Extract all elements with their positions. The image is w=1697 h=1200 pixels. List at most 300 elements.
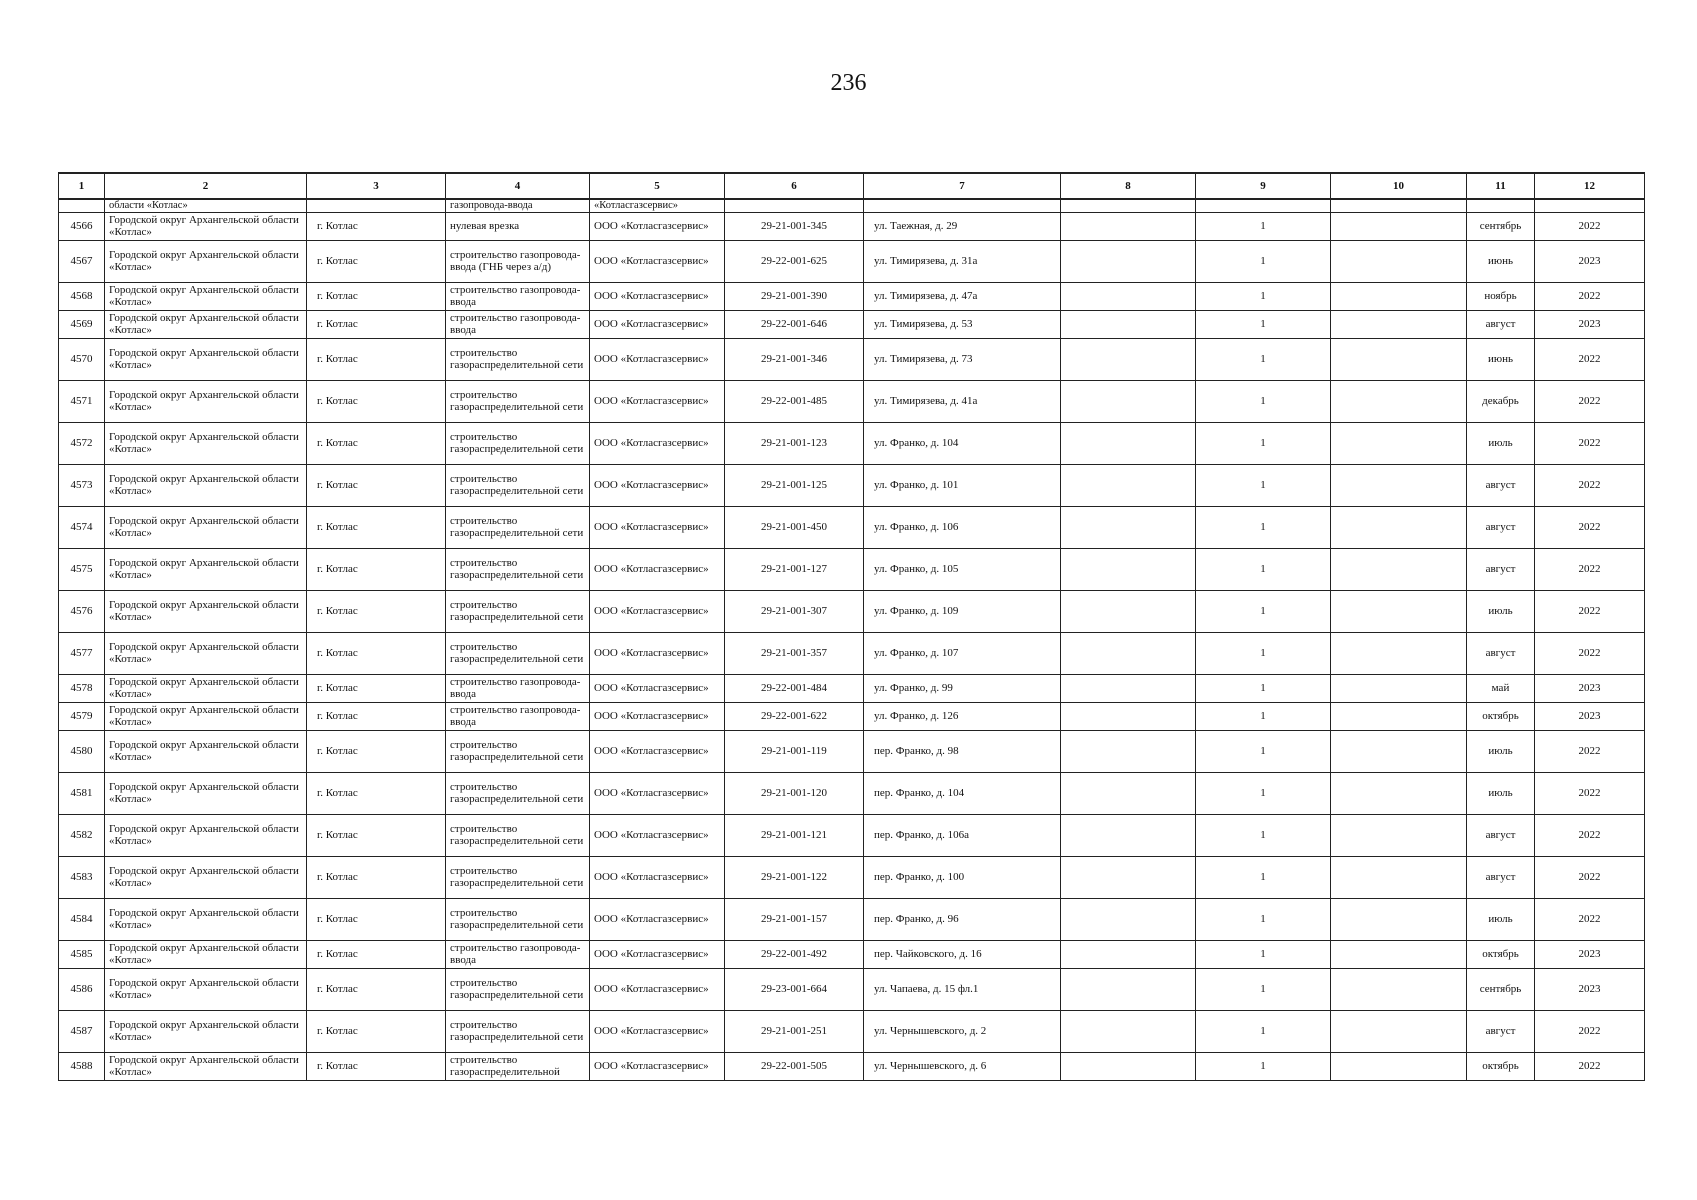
- table-cell: [59, 674, 105, 702]
- table-cell: [1061, 814, 1196, 856]
- table-cell: [1061, 212, 1196, 240]
- table-cell: [590, 506, 725, 548]
- table-cell: [59, 212, 105, 240]
- cell-text: г. Котлас: [317, 1060, 358, 1072]
- cell-text: сентябрь: [1479, 983, 1522, 995]
- column-header: 9: [1196, 173, 1331, 199]
- table-cell: [1061, 380, 1196, 422]
- cell-text: Городской округ Архангельской области «Котлас»: [109, 641, 299, 665]
- table-cell: [1061, 282, 1196, 310]
- table-cell: [864, 1010, 1061, 1052]
- cell-text: нулевая врезка: [450, 220, 520, 232]
- table-cell: [1535, 898, 1645, 940]
- table-cell: [59, 310, 105, 338]
- cell-text: 29-21-001-345: [761, 220, 827, 232]
- table-cell: [446, 814, 590, 856]
- table-row: [59, 548, 1645, 590]
- cell-text: г. Котлас: [317, 829, 358, 841]
- table-cell: [864, 548, 1061, 590]
- cell-text: строительство газораспределительной сети: [450, 907, 584, 931]
- cell-text: 1: [1260, 871, 1266, 883]
- cell-text: ул. Тимирязева, д. 31а: [874, 255, 978, 267]
- cell-text: строительство газопровода-ввода: [450, 312, 581, 336]
- cell-text: ООО «Котласгазсервис»: [594, 1025, 709, 1037]
- cell-text: 2023: [1578, 682, 1601, 694]
- table-cell: [1331, 548, 1467, 590]
- table-cell: [1331, 212, 1467, 240]
- table-cell: [1331, 898, 1467, 940]
- table-cell: [1331, 1052, 1467, 1080]
- cell-text: 29-21-001-450: [761, 521, 827, 533]
- table-cell: [105, 772, 307, 814]
- cell-text: 2022: [1578, 395, 1601, 407]
- table-cell: [1196, 506, 1331, 548]
- cell-text: 4578: [70, 682, 93, 694]
- table-cell: [59, 772, 105, 814]
- table-cell: [590, 282, 725, 310]
- cell-text: ООО «Котласгазсервис»: [594, 983, 709, 995]
- table-cell: [864, 730, 1061, 772]
- cell-text: 1: [1260, 563, 1266, 575]
- cell-text: «Котласгазсервис»: [594, 200, 679, 212]
- cell-text: строительство газораспределительной сети: [450, 557, 584, 581]
- table-cell: [1467, 240, 1535, 282]
- cell-text: ООО «Котласгазсервис»: [594, 353, 709, 365]
- cell-text: 2023: [1578, 983, 1601, 995]
- table-cell: [725, 199, 864, 212]
- table-cell: [864, 310, 1061, 338]
- table-cell: [725, 380, 864, 422]
- cell-text: июнь: [1487, 353, 1513, 365]
- cell-text: Городской округ Архангельской области «Котлас»: [109, 739, 299, 763]
- cell-text: г. Котлас: [317, 948, 358, 960]
- table-cell: [446, 310, 590, 338]
- cell-text: 29-21-001-346: [761, 353, 827, 365]
- table-cell: [59, 632, 105, 674]
- cell-text: 2023: [1578, 255, 1601, 267]
- table-cell: [1535, 674, 1645, 702]
- table-cell: [105, 730, 307, 772]
- table-cell: [307, 590, 446, 632]
- table-row: [59, 772, 1645, 814]
- table-cell: [1467, 1052, 1535, 1080]
- cell-text: 4571: [70, 395, 93, 407]
- cell-text: 4567: [70, 255, 93, 267]
- cell-text: 29-21-001-121: [761, 829, 827, 841]
- table-cell: [590, 632, 725, 674]
- table-cell: [446, 730, 590, 772]
- table-cell: [1535, 240, 1645, 282]
- table-cell: [59, 898, 105, 940]
- cell-text: 2023: [1578, 318, 1601, 330]
- table-cell: [864, 814, 1061, 856]
- table-cell: [1467, 548, 1535, 590]
- cell-text: 2022: [1578, 220, 1601, 232]
- cell-text: 4569: [70, 318, 93, 330]
- column-header: 5: [590, 173, 725, 199]
- table-cell: [105, 632, 307, 674]
- cell-text: 4566: [70, 220, 93, 232]
- table-cell: [1467, 814, 1535, 856]
- table-cell: [1196, 310, 1331, 338]
- table-cell: [105, 702, 307, 730]
- cell-text: июнь: [1487, 255, 1513, 267]
- cell-text: октябрь: [1482, 948, 1519, 960]
- cell-text: строительство газопровода-ввода (ГНБ через а/д): [450, 249, 581, 273]
- column-header: 3: [307, 173, 446, 199]
- table-cell: [105, 548, 307, 590]
- table-cell: [1196, 856, 1331, 898]
- table-cell: [59, 856, 105, 898]
- table-cell: [1331, 199, 1467, 212]
- table-cell: [307, 380, 446, 422]
- cell-text: строительство газопровода-ввода: [450, 704, 581, 728]
- cell-text: г. Котлас: [317, 318, 358, 330]
- table-cell: [1061, 199, 1196, 212]
- table-cell: [1196, 940, 1331, 968]
- table-cell: [1196, 968, 1331, 1010]
- cell-text: 1: [1260, 647, 1266, 659]
- cell-text: ООО «Котласгазсервис»: [594, 220, 709, 232]
- table-cell: [590, 548, 725, 590]
- cell-text: 4584: [70, 913, 93, 925]
- table-cell: [725, 1052, 864, 1080]
- table-cell: [1061, 506, 1196, 548]
- table-row: [59, 702, 1645, 730]
- cell-text: Городской округ Архангельской области «Котлас»: [109, 347, 299, 371]
- cell-text: пер. Франко, д. 98: [874, 745, 959, 757]
- cell-text: 2022: [1578, 521, 1601, 533]
- cell-text: 4572: [70, 437, 93, 449]
- table-cell: [59, 940, 105, 968]
- cell-text: 29-22-001-505: [761, 1060, 827, 1072]
- cell-text: Городской округ Архангельской области «Котлас»: [109, 781, 299, 805]
- table-cell: [1061, 240, 1196, 282]
- table-cell: [1535, 1010, 1645, 1052]
- table-cell: [1196, 380, 1331, 422]
- table-cell: [1331, 632, 1467, 674]
- cell-text: 1: [1260, 220, 1266, 232]
- cell-text: 29-22-001-622: [761, 710, 827, 722]
- column-header: 12: [1535, 173, 1645, 199]
- cell-text: г. Котлас: [317, 479, 358, 491]
- table-cell: [725, 338, 864, 380]
- table-cell: [307, 940, 446, 968]
- cell-text: 2022: [1578, 871, 1601, 883]
- column-header: 2: [105, 173, 307, 199]
- table-cell: [1535, 940, 1645, 968]
- cell-text: ул. Таежная, д. 29: [874, 220, 958, 232]
- cell-text: август: [1485, 521, 1516, 533]
- table-cell: [307, 772, 446, 814]
- table-cell: [446, 940, 590, 968]
- table-cell: [864, 772, 1061, 814]
- table-row: [59, 422, 1645, 464]
- table-cell: [725, 632, 864, 674]
- table-cell: [105, 1010, 307, 1052]
- table-cell: [307, 1010, 446, 1052]
- table-cell: [105, 506, 307, 548]
- cell-text: 29-21-001-123: [761, 437, 827, 449]
- table-cell: [1331, 814, 1467, 856]
- table-cell: [1331, 674, 1467, 702]
- cell-text: ООО «Котласгазсервис»: [594, 913, 709, 925]
- table-cell: [725, 240, 864, 282]
- table-cell: [1061, 772, 1196, 814]
- table-cell: [1061, 702, 1196, 730]
- table-cell: [1467, 338, 1535, 380]
- cell-text: Городской округ Архангельской области «Котлас»: [109, 249, 299, 273]
- table-cell: [59, 814, 105, 856]
- cell-text: Городской округ Архангельской области «Котлас»: [109, 389, 299, 413]
- table-cell: [105, 464, 307, 506]
- cell-text: ул. Чернышевского, д. 6: [874, 1060, 987, 1072]
- cell-text: 4581: [70, 787, 93, 799]
- table-cell: [725, 548, 864, 590]
- table-row: [59, 1052, 1645, 1080]
- cell-text: 4580: [70, 745, 93, 757]
- cell-text: г. Котлас: [317, 521, 358, 533]
- cell-text: ул. Тимирязева, д. 47а: [874, 290, 978, 302]
- table-cell: [307, 282, 446, 310]
- table-row: [59, 506, 1645, 548]
- cell-text: 29-21-001-251: [761, 1025, 827, 1037]
- table-cell: [590, 338, 725, 380]
- table-cell: [446, 380, 590, 422]
- table-cell: [1196, 240, 1331, 282]
- cell-text: 1: [1260, 787, 1266, 799]
- cell-text: строительство газораспределительной сети: [450, 865, 584, 889]
- cell-text: 29-21-001-119: [761, 745, 827, 757]
- table-cell: [864, 702, 1061, 730]
- cell-text: 4574: [70, 521, 93, 533]
- table-cell: [1535, 968, 1645, 1010]
- table-row: [59, 240, 1645, 282]
- cell-text: 29-22-001-484: [761, 682, 827, 694]
- cell-text: 2022: [1578, 1025, 1601, 1037]
- table-cell: [590, 730, 725, 772]
- table-cell: [105, 940, 307, 968]
- table-cell: [59, 968, 105, 1010]
- cell-text: Городской округ Архангельской области «Котлас»: [109, 676, 299, 700]
- table-cell: [1331, 940, 1467, 968]
- cell-text: 2022: [1578, 353, 1601, 365]
- cell-text: ООО «Котласгазсервис»: [594, 479, 709, 491]
- table-cell: [590, 702, 725, 730]
- table-cell: [590, 590, 725, 632]
- table-cell: [1535, 282, 1645, 310]
- table-cell: [1196, 199, 1331, 212]
- cell-text: строительство газопровода-ввода: [450, 942, 581, 966]
- table-cell: [1467, 940, 1535, 968]
- table-cell: [1196, 1010, 1331, 1052]
- table-cell: [105, 310, 307, 338]
- cell-text: 1: [1260, 948, 1266, 960]
- table-cell: [446, 702, 590, 730]
- table-cell: [725, 856, 864, 898]
- cell-text: 1: [1260, 479, 1266, 491]
- cell-text: 29-21-001-390: [761, 290, 827, 302]
- cell-text: Городской округ Архангельской области «Котлас»: [109, 515, 299, 539]
- table-cell: [1331, 506, 1467, 548]
- cell-text: 1: [1260, 437, 1266, 449]
- cell-text: 1: [1260, 290, 1266, 302]
- cell-text: август: [1485, 829, 1516, 841]
- cell-text: ООО «Котласгазсервис»: [594, 395, 709, 407]
- table-cell: [1467, 674, 1535, 702]
- table-cell: [1061, 464, 1196, 506]
- column-header: 7: [864, 173, 1061, 199]
- table-cell: [307, 212, 446, 240]
- cell-text: ООО «Котласгазсервис»: [594, 255, 709, 267]
- table-cell: [1467, 464, 1535, 506]
- table-cell: [59, 422, 105, 464]
- cell-text: г. Котлас: [317, 647, 358, 659]
- table-cell: [1535, 338, 1645, 380]
- cell-text: ООО «Котласгазсервис»: [594, 290, 709, 302]
- cell-text: 4583: [70, 871, 93, 883]
- table-cell: [1331, 856, 1467, 898]
- cell-text: ООО «Котласгазсервис»: [594, 605, 709, 617]
- table-row: [59, 968, 1645, 1010]
- header-row: [59, 173, 1645, 199]
- cell-text: г. Котлас: [317, 605, 358, 617]
- table-row: [59, 814, 1645, 856]
- table-row: [59, 730, 1645, 772]
- table-cell: [307, 240, 446, 282]
- table-cell: [1196, 730, 1331, 772]
- cell-text: июль: [1488, 437, 1513, 449]
- cell-text: август: [1485, 479, 1516, 491]
- cell-text: 4582: [70, 829, 93, 841]
- cell-text: строительство газораспределительной сети: [450, 823, 584, 847]
- cell-text: 1: [1260, 1025, 1266, 1037]
- cell-text: 29-21-001-122: [761, 871, 827, 883]
- table-cell: [1535, 548, 1645, 590]
- cell-text: ООО «Котласгазсервис»: [594, 745, 709, 757]
- table-cell: [1331, 772, 1467, 814]
- table-cell: [1061, 940, 1196, 968]
- cell-text: строительство газораспределительной сети: [450, 515, 584, 539]
- cell-text: Городской округ Архангельской области «Котлас»: [109, 942, 299, 966]
- table-cell: [1196, 282, 1331, 310]
- table-cell: [307, 506, 446, 548]
- table-cell: [725, 772, 864, 814]
- table-cell: [1467, 632, 1535, 674]
- table-cell: [864, 240, 1061, 282]
- cell-text: 1: [1260, 745, 1266, 757]
- table-cell: [446, 898, 590, 940]
- table-cell: [59, 199, 105, 212]
- table-cell: [1535, 856, 1645, 898]
- table-cell: [725, 1010, 864, 1052]
- cell-text: Городской округ Архангельской области «Котлас»: [109, 431, 299, 455]
- table-cell: [590, 199, 725, 212]
- table-cell: [1196, 674, 1331, 702]
- table-cell: [1467, 422, 1535, 464]
- table-cell: [446, 1052, 590, 1080]
- cell-text: 4585: [70, 948, 93, 960]
- column-header: 1: [59, 173, 105, 199]
- table-cell: [725, 940, 864, 968]
- cell-text: 1: [1260, 710, 1266, 722]
- table-cell: [1196, 814, 1331, 856]
- cell-text: г. Котлас: [317, 563, 358, 575]
- table-cell: [590, 968, 725, 1010]
- cell-text: г. Котлас: [317, 220, 358, 232]
- table-cell: [1535, 506, 1645, 548]
- cell-text: 2022: [1578, 479, 1601, 491]
- cell-text: Городской округ Архангельской области «Котлас»: [109, 557, 299, 581]
- table-cell: [864, 674, 1061, 702]
- table-cell: [1196, 338, 1331, 380]
- table-cell: [864, 940, 1061, 968]
- cell-text: г. Котлас: [317, 682, 358, 694]
- table-cell: [59, 240, 105, 282]
- table-cell: [725, 506, 864, 548]
- table-cell: [1535, 212, 1645, 240]
- table-cell: [725, 212, 864, 240]
- table-cell: [1061, 632, 1196, 674]
- cell-text: 29-21-001-120: [761, 787, 827, 799]
- table-cell: [1061, 968, 1196, 1010]
- table-cell: [446, 772, 590, 814]
- table-cell: [1061, 898, 1196, 940]
- table-cell: [1535, 422, 1645, 464]
- table-cell: [446, 212, 590, 240]
- column-header: 6: [725, 173, 864, 199]
- table-cell: [307, 814, 446, 856]
- cell-text: г. Котлас: [317, 983, 358, 995]
- cell-text: ООО «Котласгазсервис»: [594, 318, 709, 330]
- table-cell: [1467, 1010, 1535, 1052]
- table-cell: [590, 772, 725, 814]
- table-cell: [59, 380, 105, 422]
- cell-text: ООО «Котласгазсервис»: [594, 682, 709, 694]
- cell-text: г. Котлас: [317, 787, 358, 799]
- cell-text: Городской округ Архангельской области «Котлас»: [109, 473, 299, 497]
- table-cell: [446, 282, 590, 310]
- cell-text: ООО «Котласгазсервис»: [594, 647, 709, 659]
- table-cell: [864, 898, 1061, 940]
- table-cell: [1467, 310, 1535, 338]
- column-header: 8: [1061, 173, 1196, 199]
- cell-text: ул. Франко, д. 109: [874, 605, 959, 617]
- table-cell: [1535, 464, 1645, 506]
- table-cell: [1535, 590, 1645, 632]
- table-cell: [105, 338, 307, 380]
- column-header: 11: [1467, 173, 1535, 199]
- table-cell: [1061, 548, 1196, 590]
- table-cell: [725, 814, 864, 856]
- cell-text: 2023: [1578, 710, 1601, 722]
- table-cell: [446, 1010, 590, 1052]
- cell-text: 1: [1260, 395, 1266, 407]
- cell-text: 4573: [70, 479, 93, 491]
- cell-text: июль: [1488, 605, 1513, 617]
- table-cell: [590, 464, 725, 506]
- cell-text: ООО «Котласгазсервис»: [594, 1060, 709, 1072]
- table-cell: [1331, 968, 1467, 1010]
- cell-text: 1: [1260, 983, 1266, 995]
- cell-text: строительство газораспределительной сети: [450, 431, 584, 455]
- cell-text: ул. Тимирязева, д. 73: [874, 353, 973, 365]
- table-cell: [590, 422, 725, 464]
- cell-text: ул. Чернышевского, д. 2: [874, 1025, 987, 1037]
- table-cell: [864, 632, 1061, 674]
- table-cell: [307, 968, 446, 1010]
- table-cell: [590, 814, 725, 856]
